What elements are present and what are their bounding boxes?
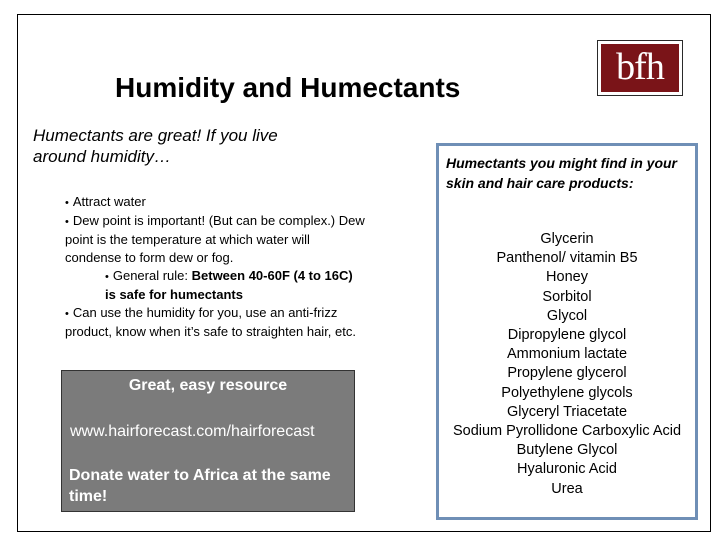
bullet-item <box>65 212 365 267</box>
product-item: Sodium Pyrollidone Carboxylic Acid <box>452 423 682 440</box>
product-item: Propylene glycerol <box>507 365 627 382</box>
bullet-text: Dew point is important! (But can be complex.) Dew point is the temperature at which water will condense to form dew or fog. <box>65 213 365 265</box>
product-item: Glycerin <box>540 231 594 247</box>
bullet-dot-icon: • <box>65 216 69 228</box>
intro-text: Humectants are great! If you live around humidity… <box>33 126 278 166</box>
logo-text: bfh <box>616 46 664 88</box>
product-item: Dipropylene glycol <box>507 327 627 344</box>
bullet-item <box>65 304 365 341</box>
sub-bullet-item <box>65 267 365 304</box>
resource-donate-text: Donate water to Africa at the same time! <box>69 467 331 505</box>
bfh-logo <box>597 40 683 96</box>
product-item: Polyethylene glycols <box>501 384 633 401</box>
bullet-text: Attract water <box>72 194 146 209</box>
product-item: Hyaluronic Acid <box>517 461 617 478</box>
resource-heading: Great, easy resource <box>128 377 288 394</box>
products-box <box>436 143 698 520</box>
sub-bullet-emphasis: Between 40-60F (4 to 16C) is safe for humectants <box>105 268 353 302</box>
product-item: Panthenol/ vitamin B5 <box>496 250 638 267</box>
product-item: Glyceryl Triacetate <box>506 403 628 420</box>
bullet-dot-icon: • <box>65 197 69 209</box>
bullet-item <box>65 193 365 212</box>
products-heading: Humectants you might find in your skin and hair care products: <box>446 155 678 191</box>
product-item: Honey <box>546 269 588 286</box>
bullet-text: Can use the humidity for you, use an anti-frizz product, know when it’s safe to straighten hair, etc. <box>65 305 356 339</box>
logo-badge <box>601 44 679 92</box>
product-item: Sorbitol <box>542 288 592 305</box>
sub-bullet-prefix: General rule: <box>112 268 192 283</box>
products-list <box>439 230 695 499</box>
product-item: Glycol <box>546 307 588 324</box>
bullet-list <box>65 193 365 341</box>
resource-url: www.hairforecast.com/hairforecast <box>70 423 315 440</box>
product-item: Butylene Glycol <box>516 442 618 459</box>
product-item: Urea <box>551 480 583 497</box>
resource-box <box>61 370 355 512</box>
bullet-dot-icon: • <box>105 271 109 283</box>
slide-title: Humidity and Humectants <box>115 72 461 103</box>
product-item: Ammonium lactate <box>506 346 628 363</box>
bullet-dot-icon: • <box>65 308 69 320</box>
